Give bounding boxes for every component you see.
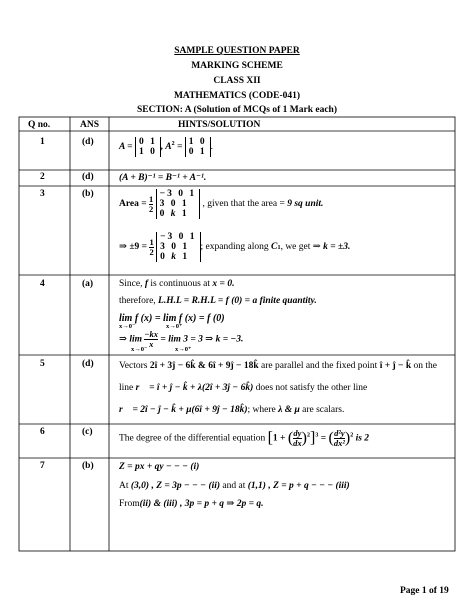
q7-line2: At (3,0) , Z = 3p − − − (ii) and at (1,1) , Z = p + q − − − (iii) [119, 481, 350, 491]
q-answer: (d) [82, 172, 94, 182]
q-answer: (b) [82, 189, 94, 199]
q4-line1: Since, f is continuous at x = 0. [119, 279, 235, 289]
q-number: 1 [40, 137, 45, 147]
q-number: 7 [40, 461, 45, 471]
q4-line2: therefore, L.H.L = R.H.L = f (0) = a finite quantity. [119, 296, 317, 306]
paper-title: SAMPLE QUESTION PAPER [174, 46, 300, 56]
q4-limit-right-2: x→0⁺ [175, 346, 192, 353]
q4-limit-right: x→0⁺ [166, 323, 183, 330]
q4-limit-left-2: x→0⁻ [131, 346, 148, 353]
q-answer: (b) [82, 461, 94, 471]
q-number: 3 [40, 189, 45, 199]
q3-expansion-line: ⇒ ±9 = $\frac{1}{2}$ −3 0 1 3 0 1 0 k 1 ; expanding along C1, we get ⇒ k = ±3. [119, 232, 351, 262]
header-qno: Q no. [28, 120, 51, 130]
q5-line2: line r⃗ = î + ĵ − k̂ + λ(2î + 3ĵ − 6k̂) does not satisfy the other line [119, 383, 368, 393]
header-solution: HINTS/SOLUTION [178, 120, 261, 130]
q-number: 2 [40, 172, 45, 182]
q7-line3: From(ii) & (iii) , 3p = p + q ⇒ 2p = q. [119, 499, 264, 509]
q4-limit-left: x→0⁻ [119, 323, 136, 330]
header-ans: ANS [80, 120, 100, 130]
subject-title: MATHEMATICS (CODE-041) [173, 91, 301, 101]
q2-solution: (A + B)⁻¹ = B⁻¹ + A⁻¹. [119, 173, 207, 183]
q3-area-line: Area = $\frac{1}{2}$ −3 0 1 3 0 1 0 k 1 , given that the area = 9 sq unit. [119, 189, 324, 219]
q5-line1: Vectors 2î + 3ĵ − 6k̂ & 6î + 9ĵ − 18k̂ are parallel and the fixed point î + ĵ − k̂ on the [119, 361, 437, 371]
page-number: Page 1 of 19 [400, 586, 449, 596]
q-answer: (c) [82, 427, 93, 437]
q-answer: (a) [82, 279, 94, 289]
q-number: 5 [40, 359, 45, 369]
class-title: CLASS XII [213, 76, 261, 86]
q-number: 4 [40, 279, 45, 289]
q7-line1: Z = px + qy − − − (i) [119, 462, 200, 472]
q4-line4: ⇒ lim $\frac{-kx}{x}$ = lim 3 = 3 ⇒ k = −3. [119, 329, 244, 349]
q5-line3: r⃗ = 2î − ĵ − k̂ + μ(6î + 9ĵ − 18k̂); where λ & μ are scalars. [119, 405, 345, 415]
marking-scheme-title: MARKING SCHEME [191, 61, 283, 71]
q4-line3: lim f (x) = lim f (x) = f (0) [119, 313, 225, 324]
q1-solution: A = 0 1 1 0 , $A^2$ = 1 0 0 1 . [119, 137, 214, 157]
section-title: SECTION: A (Solution of MCQs of 1 Mark each) [136, 105, 338, 115]
q-answer: (d) [82, 359, 94, 369]
q-answer: (d) [82, 137, 94, 147]
q6-solution: The degree of the differential equation [1 + ( $\frac{dy}{dx}$ )$^2$]$^3$ = ( $\frac{\text{d²y}}{\text{dx²}}$ )$^2$ is 2 [119, 428, 370, 448]
q-number: 6 [40, 427, 45, 437]
